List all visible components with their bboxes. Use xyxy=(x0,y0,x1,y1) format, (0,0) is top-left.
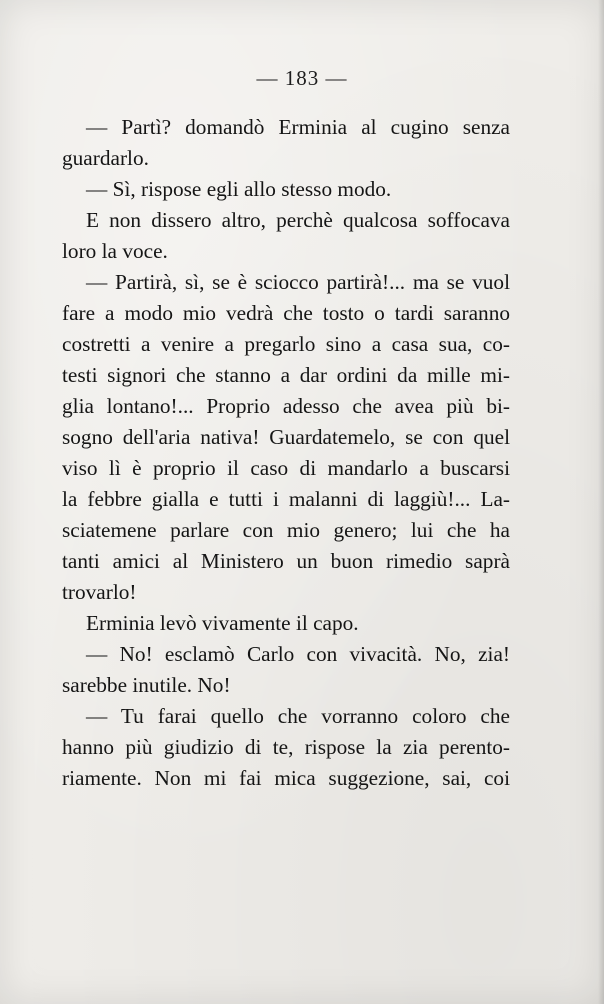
text-line: Erminia levò vivamente il capo. xyxy=(86,611,359,635)
page-edge-shadow xyxy=(598,0,604,1004)
text-line: — Partì? domandò Erminia al cugino senza xyxy=(86,115,510,139)
text-line: tanti amici al Ministero un buon rimedio saprà xyxy=(62,549,510,573)
text-line: guardarlo. xyxy=(62,146,149,170)
text-line: — Partirà, sì, se è sciocco partirà!... ma se vuol xyxy=(86,270,510,294)
text-line: testi signori che stanno a dar ordini da mille mi- xyxy=(62,363,510,387)
text-line: loro la voce. xyxy=(62,239,168,263)
page-text xyxy=(62,112,510,794)
text-line: hanno più giudizio di te, rispose la zia perento- xyxy=(62,735,510,759)
text-line: — No! esclamò Carlo con vivacità. No, zia! xyxy=(86,642,510,666)
text-line: viso lì è proprio il caso di mandarlo a buscarsi xyxy=(62,456,510,480)
text-line: sarebbe inutile. No! xyxy=(62,673,231,697)
page-number: — 183 — xyxy=(256,66,348,90)
text-line: sogno dell'aria nativa! Guardatemelo, se con quel xyxy=(62,425,510,449)
text-line: — Sì, rispose egli allo stesso modo. xyxy=(86,177,392,201)
text-line: — Tu farai quello che vorranno coloro che xyxy=(86,704,510,728)
text-line: glia lontano!... Proprio adesso che avea più bi- xyxy=(62,394,510,418)
text-line: costretti a venire a pregarlo sino a casa sua, co- xyxy=(62,332,510,356)
text-line: trovarlo! xyxy=(62,580,137,604)
text-line: la febbre gialla e tutti i malanni di laggiù!... La- xyxy=(62,487,510,511)
text-line: E non dissero altro, perchè qualcosa soffocava xyxy=(86,208,510,232)
text-line: sciatemene parlare con mio genero; lui che ha xyxy=(62,518,510,542)
text-line: fare a modo mio vedrà che tosto o tardi saranno xyxy=(62,301,510,325)
text-line: riamente. Non mi fai mica suggezione, sai, coi xyxy=(62,766,510,790)
